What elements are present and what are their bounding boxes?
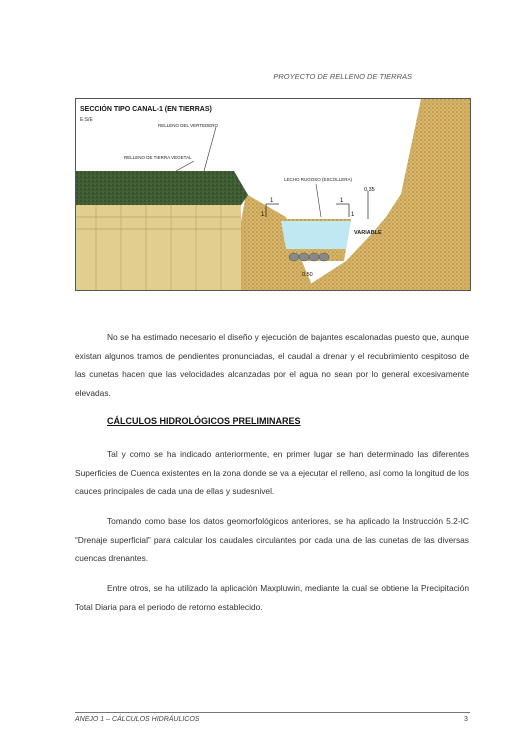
- paragraph-instruccion: Tomando como base los datos geomorfológicos anteriores, se ha aplicado la Instrucción 5.2-IC “Drenaje superficial” para calcular los caudales circulantes por cada una de las cunetas de las diversas cuencas drenantes.: [75, 516, 469, 563]
- label-relleno-vertedero: RELLENO DEL VERTEDERO: [158, 123, 219, 128]
- landfill-body: [76, 202, 241, 290]
- page-number: 3: [464, 716, 468, 723]
- slope-right-top: 1: [340, 198, 344, 204]
- dimension-035: 0.35: [364, 187, 375, 193]
- label-variable: VARIABLE: [354, 230, 382, 236]
- slope-left-bottom: 1: [261, 212, 265, 218]
- paragraph-maxpluwin: Entre otros, se ha utilizado la aplicación Maxpluwin, mediante la cual se obtiene la Precipitación Total Diaria para el periodo de retorno establecido.: [75, 583, 469, 612]
- right-slope-terrain: [301, 99, 470, 290]
- slope-right-bottom: 1: [351, 212, 355, 218]
- dimension-050: 0.50: [302, 272, 313, 278]
- canal-section-figure: [75, 98, 471, 291]
- footer-divider: [75, 712, 470, 713]
- label-relleno-tierra-vegetal: RELLENO DE TIERRA VEGETAL: [124, 155, 192, 160]
- section-heading: CÁLCULOS HIDROLÓGICOS PRELIMINARES: [107, 416, 301, 426]
- figure-title: SECCIÓN TIPO CANAL-1 (EN TIERRAS): [80, 106, 212, 113]
- figure-scale: E:S/E: [80, 117, 93, 123]
- footer-annex-title: ANEJO 1 – CÁLCULOS HIDRÁULICOS: [75, 716, 200, 723]
- page-header-title: PROYECTO DE RELLENO DE TIERRAS: [273, 72, 412, 81]
- canal-section-drawing: [76, 99, 470, 290]
- paragraph-bajantes: No se ha estimado necesario el diseño y ejecución de bajantes escalonadas puesto que, aunque existan algunos tramos de pendientes pronunciadas, el caudal a drenar y el recubrimiento cespitoso de las cunetas hacen que las velocidades alcanzadas por el agua no sean por lo general excesivamente elevadas.: [75, 332, 469, 398]
- paragraph-superficies-cuenca: Tal y como se ha indicado anteriormente, en primer lugar se han determinado las diferentes Superficies de Cuenca existentes en la zona donde se va a ejecutar el relleno, así como la longitud de los cauces principales de cada una de ellas y sudesnivel.: [75, 449, 469, 496]
- channel-water: [281, 221, 351, 249]
- vegetal-topsoil-layer: [76, 171, 248, 205]
- slope-left-top: 1: [270, 198, 274, 204]
- label-lecho-rugoso: LECHO RUGOSO (ESCOLLERA): [284, 177, 353, 182]
